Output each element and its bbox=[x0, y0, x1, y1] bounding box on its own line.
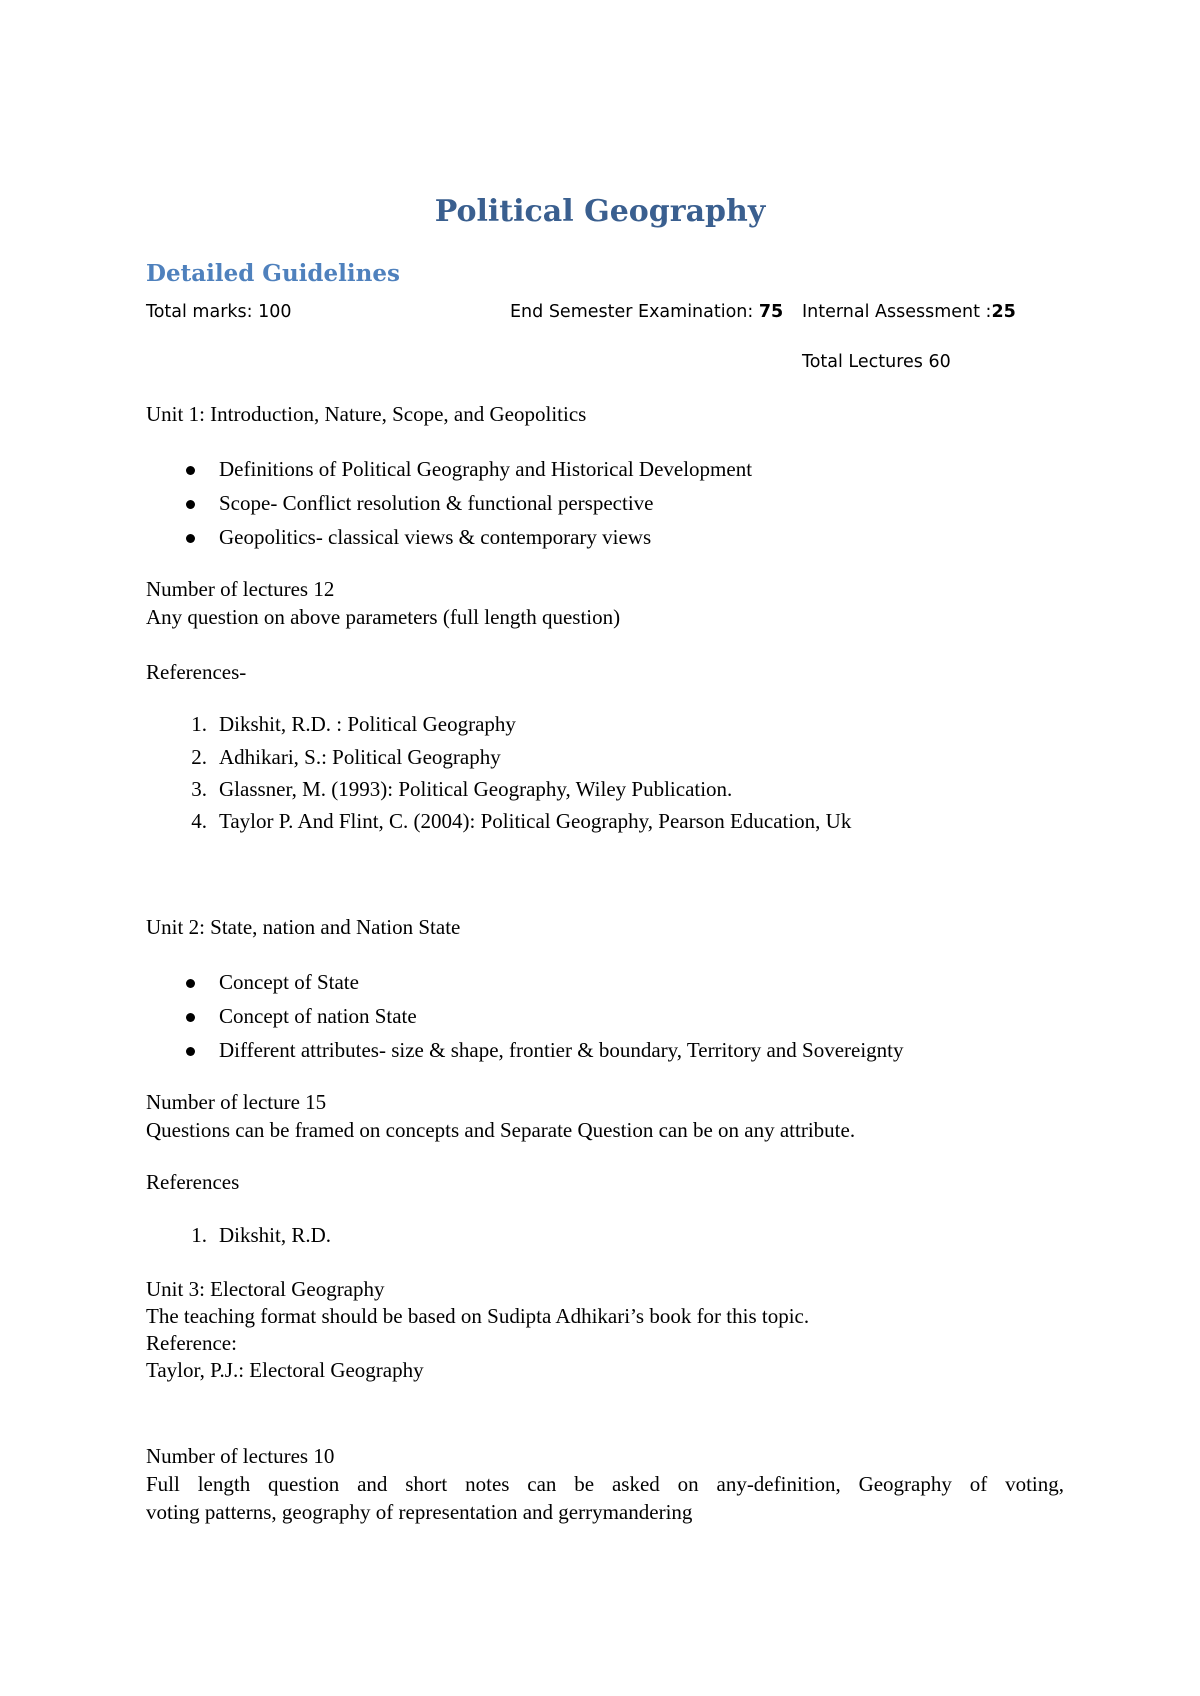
end-semester-exam bbox=[510, 302, 783, 322]
list-item-text: Different attributes- size & shape, frontier & boundary, Territory and Sovereignty bbox=[219, 1038, 904, 1062]
reference-number: 3. bbox=[191, 777, 207, 801]
unit1-lectures: Number of lectures 12 bbox=[146, 577, 335, 601]
reference-text: Dikshit, R.D. : Political Geography bbox=[219, 712, 516, 736]
bullet-icon bbox=[186, 1013, 195, 1022]
unit3-teaching-note: The teaching format should be based on Sudipta Adhikari’s book for this topic. bbox=[146, 1304, 810, 1328]
reference-number: 4. bbox=[191, 809, 207, 833]
reference-item bbox=[191, 1218, 332, 1252]
unit3-question-note-line1: Full length question and short notes can be asked on any-definition, Geography of voting, bbox=[146, 1472, 1064, 1496]
list-item-text: Geopolitics- classical views & contemporary views bbox=[219, 525, 652, 549]
list-item-text: Definitions of Political Geography and Historical Development bbox=[219, 457, 753, 481]
unit3-reference: Taylor, P.J.: Electoral Geography bbox=[146, 1358, 424, 1382]
list-item bbox=[219, 965, 904, 999]
section-subtitle: Detailed Guidelines bbox=[146, 260, 400, 287]
unit2-bullet-list bbox=[219, 965, 904, 1067]
unit2-heading: Unit 2: State, nation and Nation State bbox=[146, 915, 461, 939]
unit1-bullet-list bbox=[219, 452, 752, 554]
bullet-icon bbox=[186, 534, 195, 543]
reference-item bbox=[191, 805, 852, 837]
reference-item bbox=[191, 741, 851, 773]
bullet-icon bbox=[186, 500, 195, 509]
unit3-reference-heading: Reference: bbox=[146, 1331, 237, 1355]
unit1-heading: Unit 1: Introduction, Nature, Scope, and Geopolitics bbox=[146, 402, 587, 426]
internal-assessment-label: Internal Assessment : bbox=[802, 302, 992, 322]
bullet-icon bbox=[186, 979, 195, 988]
unit3-question-note-line2: voting patterns, geography of representation and gerrymandering bbox=[146, 1500, 693, 1524]
unit3-lectures: Number of lectures 10 bbox=[146, 1444, 335, 1468]
list-item bbox=[219, 452, 752, 486]
unit2-lectures: Number of lecture 15 bbox=[146, 1090, 327, 1114]
reference-text: Glassner, M. (1993): Political Geography, Wiley Publication. bbox=[219, 777, 733, 801]
list-item-text: Concept of State bbox=[219, 970, 359, 994]
page-title: Political Geography bbox=[434, 194, 766, 229]
reference-text: Dikshit, R.D. bbox=[219, 1223, 332, 1247]
list-item bbox=[219, 486, 752, 520]
total-marks: Total marks: 100 bbox=[146, 302, 292, 322]
list-item bbox=[219, 1033, 904, 1067]
reference-text: Taylor P. And Flint, C. (2004): Political Geography, Pearson Education, Uk bbox=[219, 809, 852, 833]
unit2-references-list bbox=[191, 1218, 332, 1252]
unit1-references-heading: References- bbox=[146, 660, 247, 684]
unit2-question-note: Questions can be framed on concepts and Separate Question can be on any attribute. bbox=[146, 1118, 856, 1142]
unit1-references-list bbox=[191, 707, 852, 837]
reference-item bbox=[191, 707, 851, 741]
bullet-icon bbox=[186, 466, 195, 475]
reference-number: 1. bbox=[191, 712, 207, 736]
unit3-heading: Unit 3: Electoral Geography bbox=[146, 1277, 385, 1301]
reference-item bbox=[191, 773, 851, 805]
end-semester-label: End Semester Examination: bbox=[510, 302, 759, 322]
list-item bbox=[219, 520, 752, 554]
unit1-question-note: Any question on above parameters (full length question) bbox=[146, 605, 621, 629]
internal-assessment bbox=[802, 302, 1016, 322]
unit2-references-heading: References bbox=[146, 1170, 240, 1194]
total-lectures: Total Lectures 60 bbox=[802, 352, 951, 372]
list-item-text: Scope- Conflict resolution & functional perspective bbox=[219, 491, 654, 515]
bullet-icon bbox=[186, 1047, 195, 1056]
internal-assessment-value: 25 bbox=[991, 302, 1016, 322]
list-item bbox=[219, 999, 904, 1033]
reference-number: 1. bbox=[191, 1223, 207, 1247]
reference-text: Adhikari, S.: Political Geography bbox=[219, 745, 501, 769]
reference-number: 2. bbox=[191, 745, 207, 769]
list-item-text: Concept of nation State bbox=[219, 1004, 417, 1028]
end-semester-value: 75 bbox=[758, 302, 784, 322]
